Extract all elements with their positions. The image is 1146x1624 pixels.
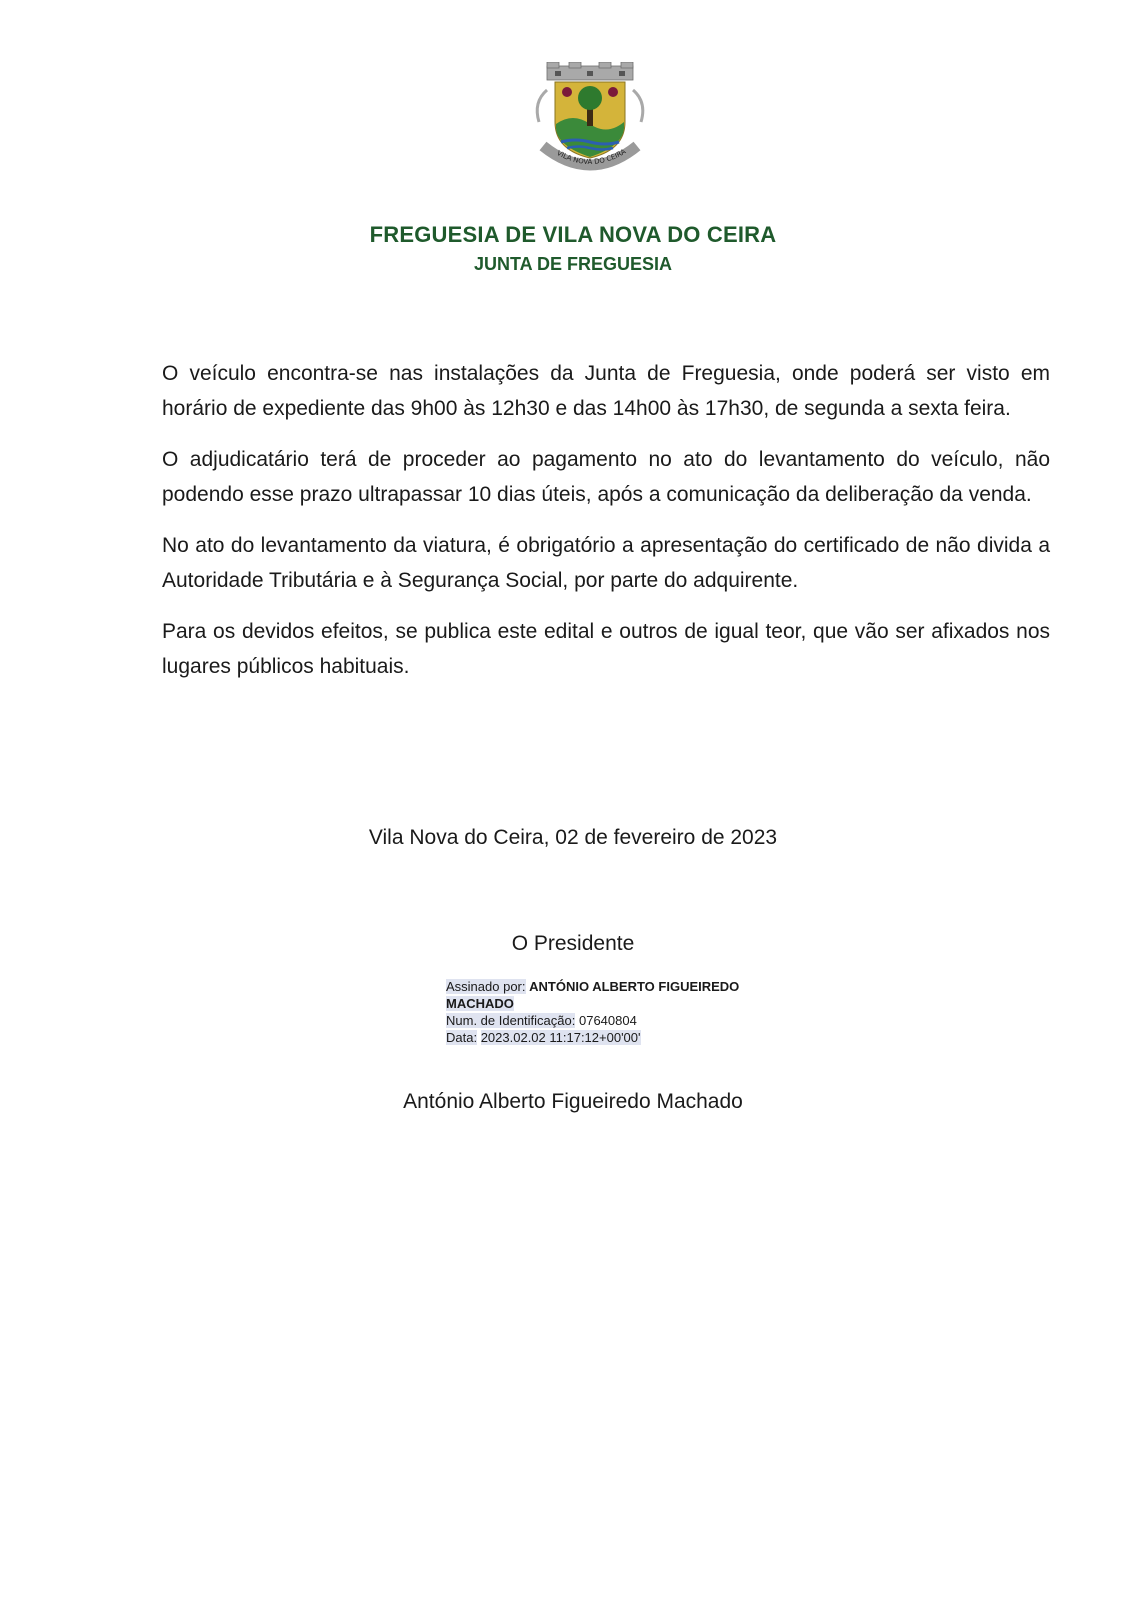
- paragraph: O veículo encontra-se nas instalações da Junta de Freguesia, onde poderá ser visto em horário de expediente das 9h00 às 12h30 e das 14h00 às 17h30, de segunda a sexta feira.: [162, 362, 1050, 420]
- signature-date-value: 2023.02.02 11:17:12+00'00': [480, 1030, 641, 1045]
- signed-by-label: Assinado por:: [446, 979, 526, 994]
- id-label: Num. de Identificação:: [446, 1013, 576, 1028]
- paragraph: O adjudicatário terá de proceder ao pagamento no ato do levantamento do veículo, não podendo esse prazo ultrapassar 10 dias úteis, após a comunicação da deliberação da venda.: [162, 448, 1050, 506]
- signed-by-name: ANTÓNIO ALBERTO FIGUEIREDO: [529, 979, 740, 994]
- crest-motto: VILA NOVA DO CEIRA: [555, 147, 628, 167]
- digital-signature-block: [446, 978, 806, 1046]
- coat-of-arms-logo: [525, 62, 655, 172]
- signature-date-label: Data:: [446, 1030, 478, 1045]
- page-title: FREGUESIA DE VILA NOVA DO CEIRA: [369, 222, 777, 247]
- page-subtitle: JUNTA DE FREGUESIA: [473, 254, 673, 274]
- signer-name: António Alberto Figueiredo Machado: [403, 1090, 743, 1113]
- paragraph: No ato do levantamento da viatura, é obrigatório a apresentação do certificado de não divida a Autoridade Tributária e à Segurança Social, por parte do adquirente.: [162, 534, 1050, 592]
- signed-by-name-cont: MACHADO: [446, 996, 514, 1011]
- id-value: 07640804: [578, 1013, 637, 1028]
- body-text: [162, 356, 1050, 700]
- paragraph: Para os devidos efeitos, se publica este edital e outros de igual teor, que vão ser afixados nos lugares públicos habituais.: [162, 620, 1050, 678]
- date-line: Vila Nova do Ceira, 02 de fevereiro de 2023: [368, 826, 778, 849]
- signer-role: O Presidente: [511, 932, 635, 955]
